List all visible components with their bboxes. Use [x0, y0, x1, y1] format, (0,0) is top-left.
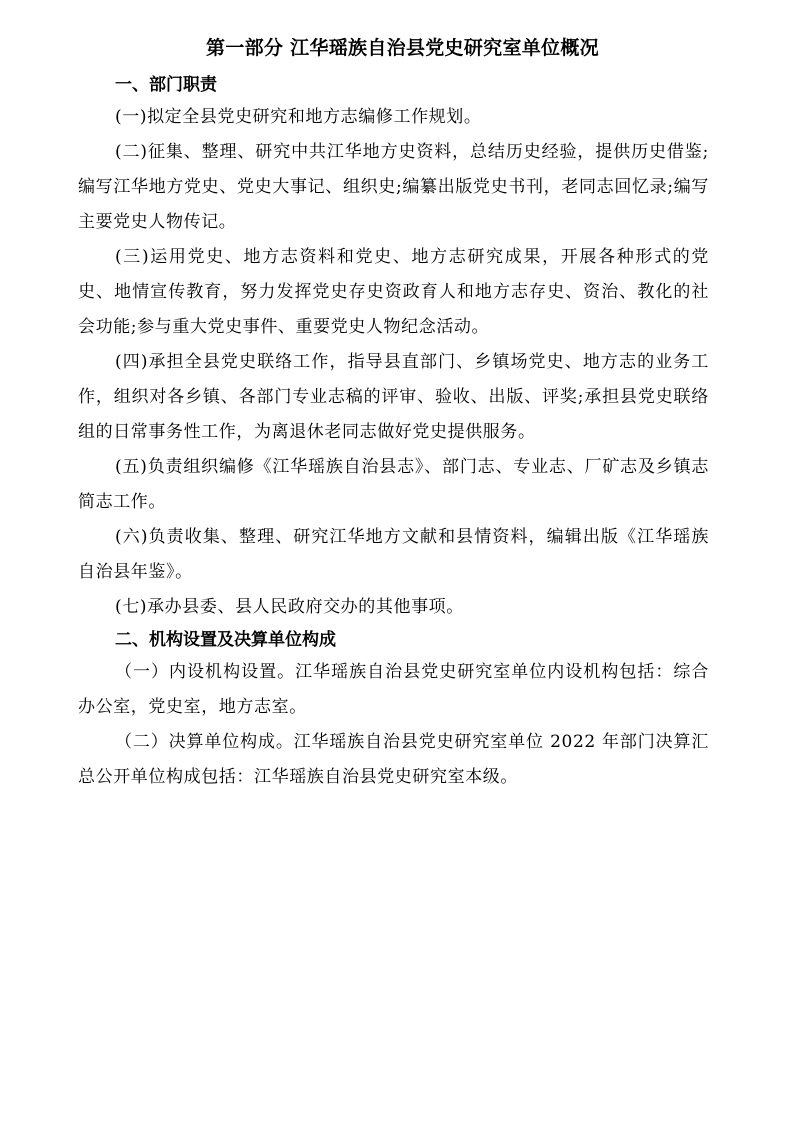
duty-item-7: (七)承办县委、县人民政府交办的其他事项。 — [115, 597, 464, 617]
duty-item-5: (五)负责组织编修《江华瑶族自治县志》、部门志、专业志、厂矿志及乡镇志简志工作。 — [78, 457, 709, 512]
duty-item-3: (三)运用党史、地方志资料和党史、地方志研究成果，开展各种形式的党史、地情宣传教育，努力发挥党史存史资政育人和地方志存史、资治、教化的社会功能;参与重大党史事件、重要党史人物纪念活动。 — [78, 247, 709, 337]
page-title: 第一部分 江华瑶族自治县党史研究室单位概况 — [206, 37, 599, 59]
duty-item-2: (二)征集、整理、研究中共江华地方史资料，总结历史经验，提供历史借鉴;编写江华地方党史、党史大事记、组织史;编纂出版党史书刊，老同志回忆录;编写主要党史人物传记。 — [78, 142, 709, 232]
structure-item-1: （一）内设机构设置。江华瑶族自治县党史研究室单位内设机构包括：综合办公室，党史室，地方志室。 — [78, 662, 709, 717]
section-heading-structure: 二、机构设置及决算单位构成 — [115, 630, 336, 650]
structure-item-2: （二）决算单位构成。江华瑶族自治县党史研究室单位 2022 年部门决算汇总公开单位构成包括：江华瑶族自治县党史研究室本级。 — [78, 732, 709, 787]
duty-item-1: (一)拟定全县党史研究和地方志编修工作规划。 — [115, 107, 482, 127]
duty-item-6: (六)负责收集、整理、研究江华地方文献和县情资料，编辑出版《江华瑶族自治县年鉴》。 — [78, 527, 709, 582]
duty-item-4: (四)承担全县党史联络工作，指导县直部门、乡镇场党史、地方志的业务工作，组织对各乡镇、各部门专业志稿的评审、验收、出版、评奖;承担县党史联络组的日常事务性工作，为离退休老同志做好党史提供服务。 — [78, 352, 709, 442]
section-heading-duties: 一、部门职责 — [115, 75, 217, 95]
